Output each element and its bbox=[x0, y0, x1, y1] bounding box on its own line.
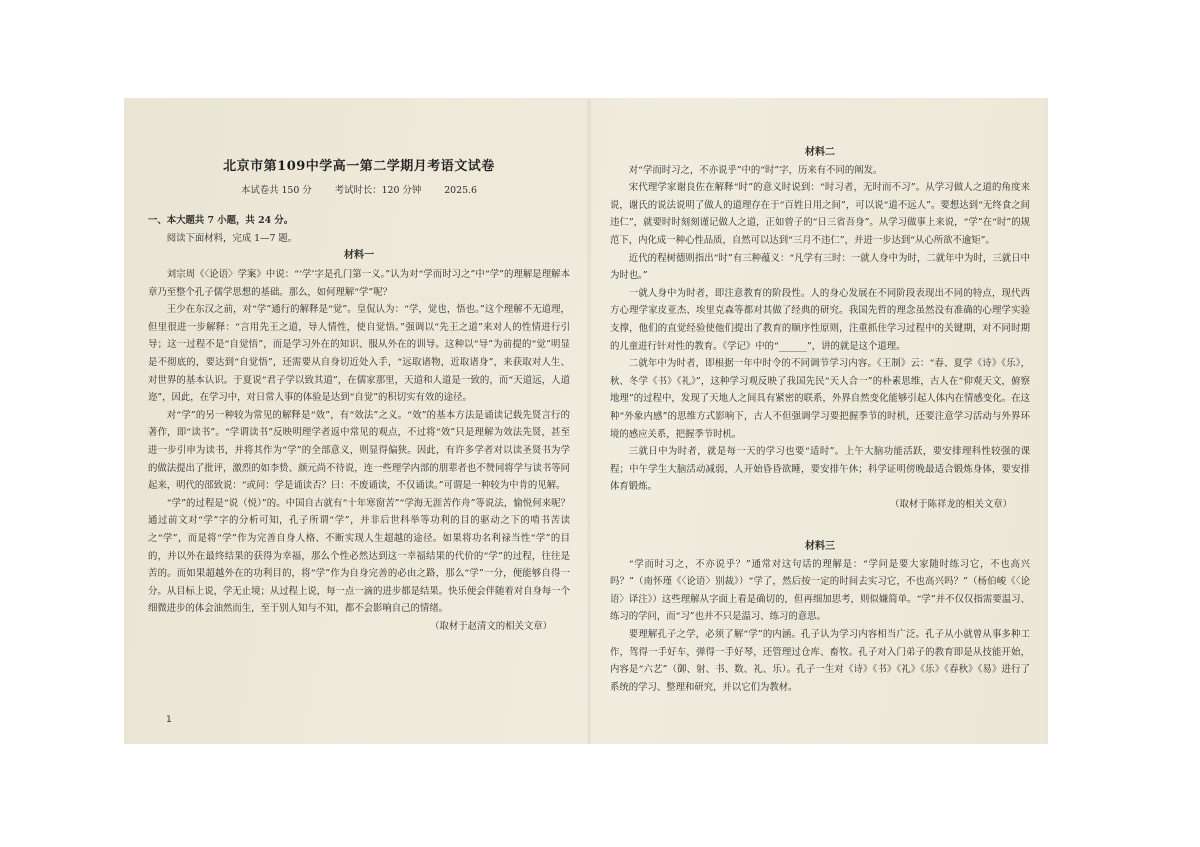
material1-paragraph: 对“学”的另一种较为常见的解释是“效”，有“效法”之义。“效”的基本方法是诵读记载先贤言行的著作，即“读书”。“学谓读书”反映明理学者返中常见的观点，不过将“效”只是理解为效法先贤，甚至进一步引申为读书，并将其作为“学”的全部意义，则显得偏狭。因此，有许多学者对以读圣贤书为学的做法提出了批评，激烈的如李贽、颜元尚不待说，连一些理学内部的朋辈者也不赞同将学与读书等同起来，明代的邵致说：“或问：学是诵读否？曰：不废诵读，不仅诵读。”可谓是一种较为中肯的见解。 bbox=[148, 409, 570, 492]
exam-date: 2025.6 bbox=[444, 185, 477, 196]
material1-heading: 材料一 bbox=[344, 250, 374, 262]
material2-paragraph: 三就日中为时者，就是每一天的学习也要“适时”。上午大脑功能活跃，要安排理科性较强的课程；中午学生大脑活动减弱，人开始昏昏欲睡，要安排午休；科学证明傍晚最适合锻炼身体，要安排体育锻炼。 bbox=[610, 446, 1030, 493]
material2-paragraph: 近代的程树德则指出“时”有三种蕴义：“凡学有三时：一就人身中为时，二就年中为时，三就日中为时也。” bbox=[610, 252, 1030, 282]
material3-heading: 材料三 bbox=[805, 541, 835, 552]
section1-instruction: 阅读下面材料，完成 1—7 题。 bbox=[166, 232, 298, 244]
exam-sheet bbox=[128, 98, 1044, 744]
section1-heading: 一、本大题共 7 小题，共 24 分。 bbox=[148, 215, 294, 226]
material1-paragraph: 王少在东汉之前，对“学”通行的解释是“觉”。皇侃认为：“学，觉也，悟也。”这个理解不无道理，但里很进一步解释：“言用先王之道，导人情性，使自觉悟。”强调以“先王之道”来对人的性情进行引导；这一过程不是“自觉悟”，而是学习外在的知识、服从外在的训导。这种以“导”为前提的“觉”明显是不彻底的，要达到“自觉悟”，还需要从自身切近处入手，“远取诸物，近取诸身”，来获取对人生、对世界的基本认识。于夏说“君子学以致其道”，在儒家那里，天道和人道是一致的，而“天道远，人道迩”，因此，在学习中，对日常人事的体验是达到“自觉”的积切实有效的途径。 bbox=[148, 304, 570, 404]
exam-title: 北京市第109中学高一第二学期月考语文试卷 bbox=[223, 159, 495, 174]
exam-total-score: 本试卷共 150 分 bbox=[240, 185, 312, 196]
material1-paragraph: 刘宗周《〈论语〉学案》中说：“‘学’字是孔门第一义。”认为对“学而时习之”中“学”的理解是理解本章乃至整个孔子儒学思想的基础。那么，如何理解“学”呢？ bbox=[148, 269, 570, 298]
material2-paragraph: 二就年中为时者，即根据一年中时令的不同调节学习内容。《王制》云：“春、夏学《诗》《乐》，秋、冬学《书》《礼》”，这种学习观反映了我国先民“天人合一”的朴素思维，古人在“仰观天文，俯察地理”的过程中，发现了天地人之间具有紧密的联系，外界自然变化能够引起人体内在情感变化。在这种“外象内感”的思维方式影响下，古人不但强调学习要把握季节的时机，还要注意学习活动与外界环境的感应关系，把握季节时机。 bbox=[610, 358, 1030, 440]
left-column bbox=[148, 98, 570, 744]
scanned-exam-photo bbox=[124, 98, 1048, 744]
material2-heading: 材料二 bbox=[805, 147, 835, 158]
material1-source: （取材于赵清文的相关文章） bbox=[430, 620, 552, 632]
material2-paragraph: 一就人身中为时者，即注意教育的阶段性。人的身心发展在不同阶段表现出不同的特点，现代西方心理学家皮亚杰、埃里克森等都对其做了经典的研究。我国先哲的理念虽然没有准确的心理学实验支撑，他们的直觉经验使他们提出了教育的顺序性原则，注重抓住学习过程中的关键期，对不同时期的儿童进行针对性的教育。《学记》中的“______”，讲的就是这个道理。 bbox=[610, 287, 1030, 352]
material2-paragraph: 宋代理学家谢良佐在解释“时”的意义时说到：“时习者，无时而不习”。从学习做人之道的角度来说，谢氏的说法说明了做人的道理存在于“百姓日用之间”，可以说“道不远人”。要想达到“无终食之间违仁”，就要时时刻刻谨记做人之道，正如曾子的“日三省吾身”。从学习做事上来说，“学”在“时”的规范下，内化成一种心性品质，自然可以达到“三月不违仁”，并进一步达到“从心所欲不逾矩”。 bbox=[610, 182, 1030, 246]
material3-body bbox=[610, 538, 1030, 696]
material2-source: （取材于陈祥龙的相关文章） bbox=[890, 498, 1012, 510]
material1-body bbox=[148, 266, 570, 635]
material3-paragraph: 要理解孔子之学，必须了解“学”的内涵。孔子认为学习内容相当广泛。孔子从小就曾从事多种工作，驾得一手好车，弹得一手好琴，还管理过仓库、畜牧。孔子对入门弟子的教育即是从技能开始，内容是“六艺”（御、射、书、数、礼、乐）。孔子一生对《诗》《书》《礼》《乐》《春秋》《易》进行了系统的学习、整理和研究，并以它们为教材。 bbox=[610, 628, 1030, 693]
right-column bbox=[610, 98, 1030, 744]
exam-meta bbox=[148, 182, 570, 200]
exam-duration: 考试时长：120 分钟 bbox=[334, 185, 422, 196]
page-fold bbox=[586, 98, 592, 744]
material1-paragraph: “学”的过程是“说（悦）”的。中国自古就有“十年寒窗苦”“学海无涯苦作舟”等说法，愉悦何来呢？通过前文对“学”字的分析可知，孔子所谓“学”，并非后世科举等功利的目的驱动之下的啃书苦读之“学”，而是将“学”作为完善自身人格、不断实现人生超越的途径。如果将功名利禄当性“学”的目的，并以外在最终结果的获得为幸福，那么个性必然达到这一幸福结果的代价的“学”的过程，往往是苦的。而如果超越外在的功利目的，将“学”作为自身完善的必由之路，那么“学”一分，便能够自得一分。从目标上说，学无止境；从过程上说，每一点一滴的进步都是结果。快乐便会伴随着对自身每一个细微进步的体会油然而生，至于别人知与不知，都不会影响自己的情绪。 bbox=[148, 497, 570, 615]
material2-body bbox=[610, 144, 1030, 513]
section1-block bbox=[148, 212, 570, 265]
material3-paragraph: “学而时习之，不亦说乎？”通常对这句话的理解是：“学问是要大家随时练习它，不也高兴吗？”（南怀瑾《〈论语〉别裁》）“学了，然后按一定的时间去实习它，不也高兴吗？”（杨伯峻《〈论语〉译注》）这些理解从字面上看是确切的，但再细加思考，则似嫌简单。“学”并不仅仅指需要温习、练习的学问，而“习”也并不只是温习、练习的意思。 bbox=[610, 558, 1030, 623]
material2-paragraph: 对“学而时习之，不亦说乎”中的“时”字，历来有不同的阐发。 bbox=[628, 164, 883, 176]
page-number: 1 bbox=[166, 715, 172, 725]
